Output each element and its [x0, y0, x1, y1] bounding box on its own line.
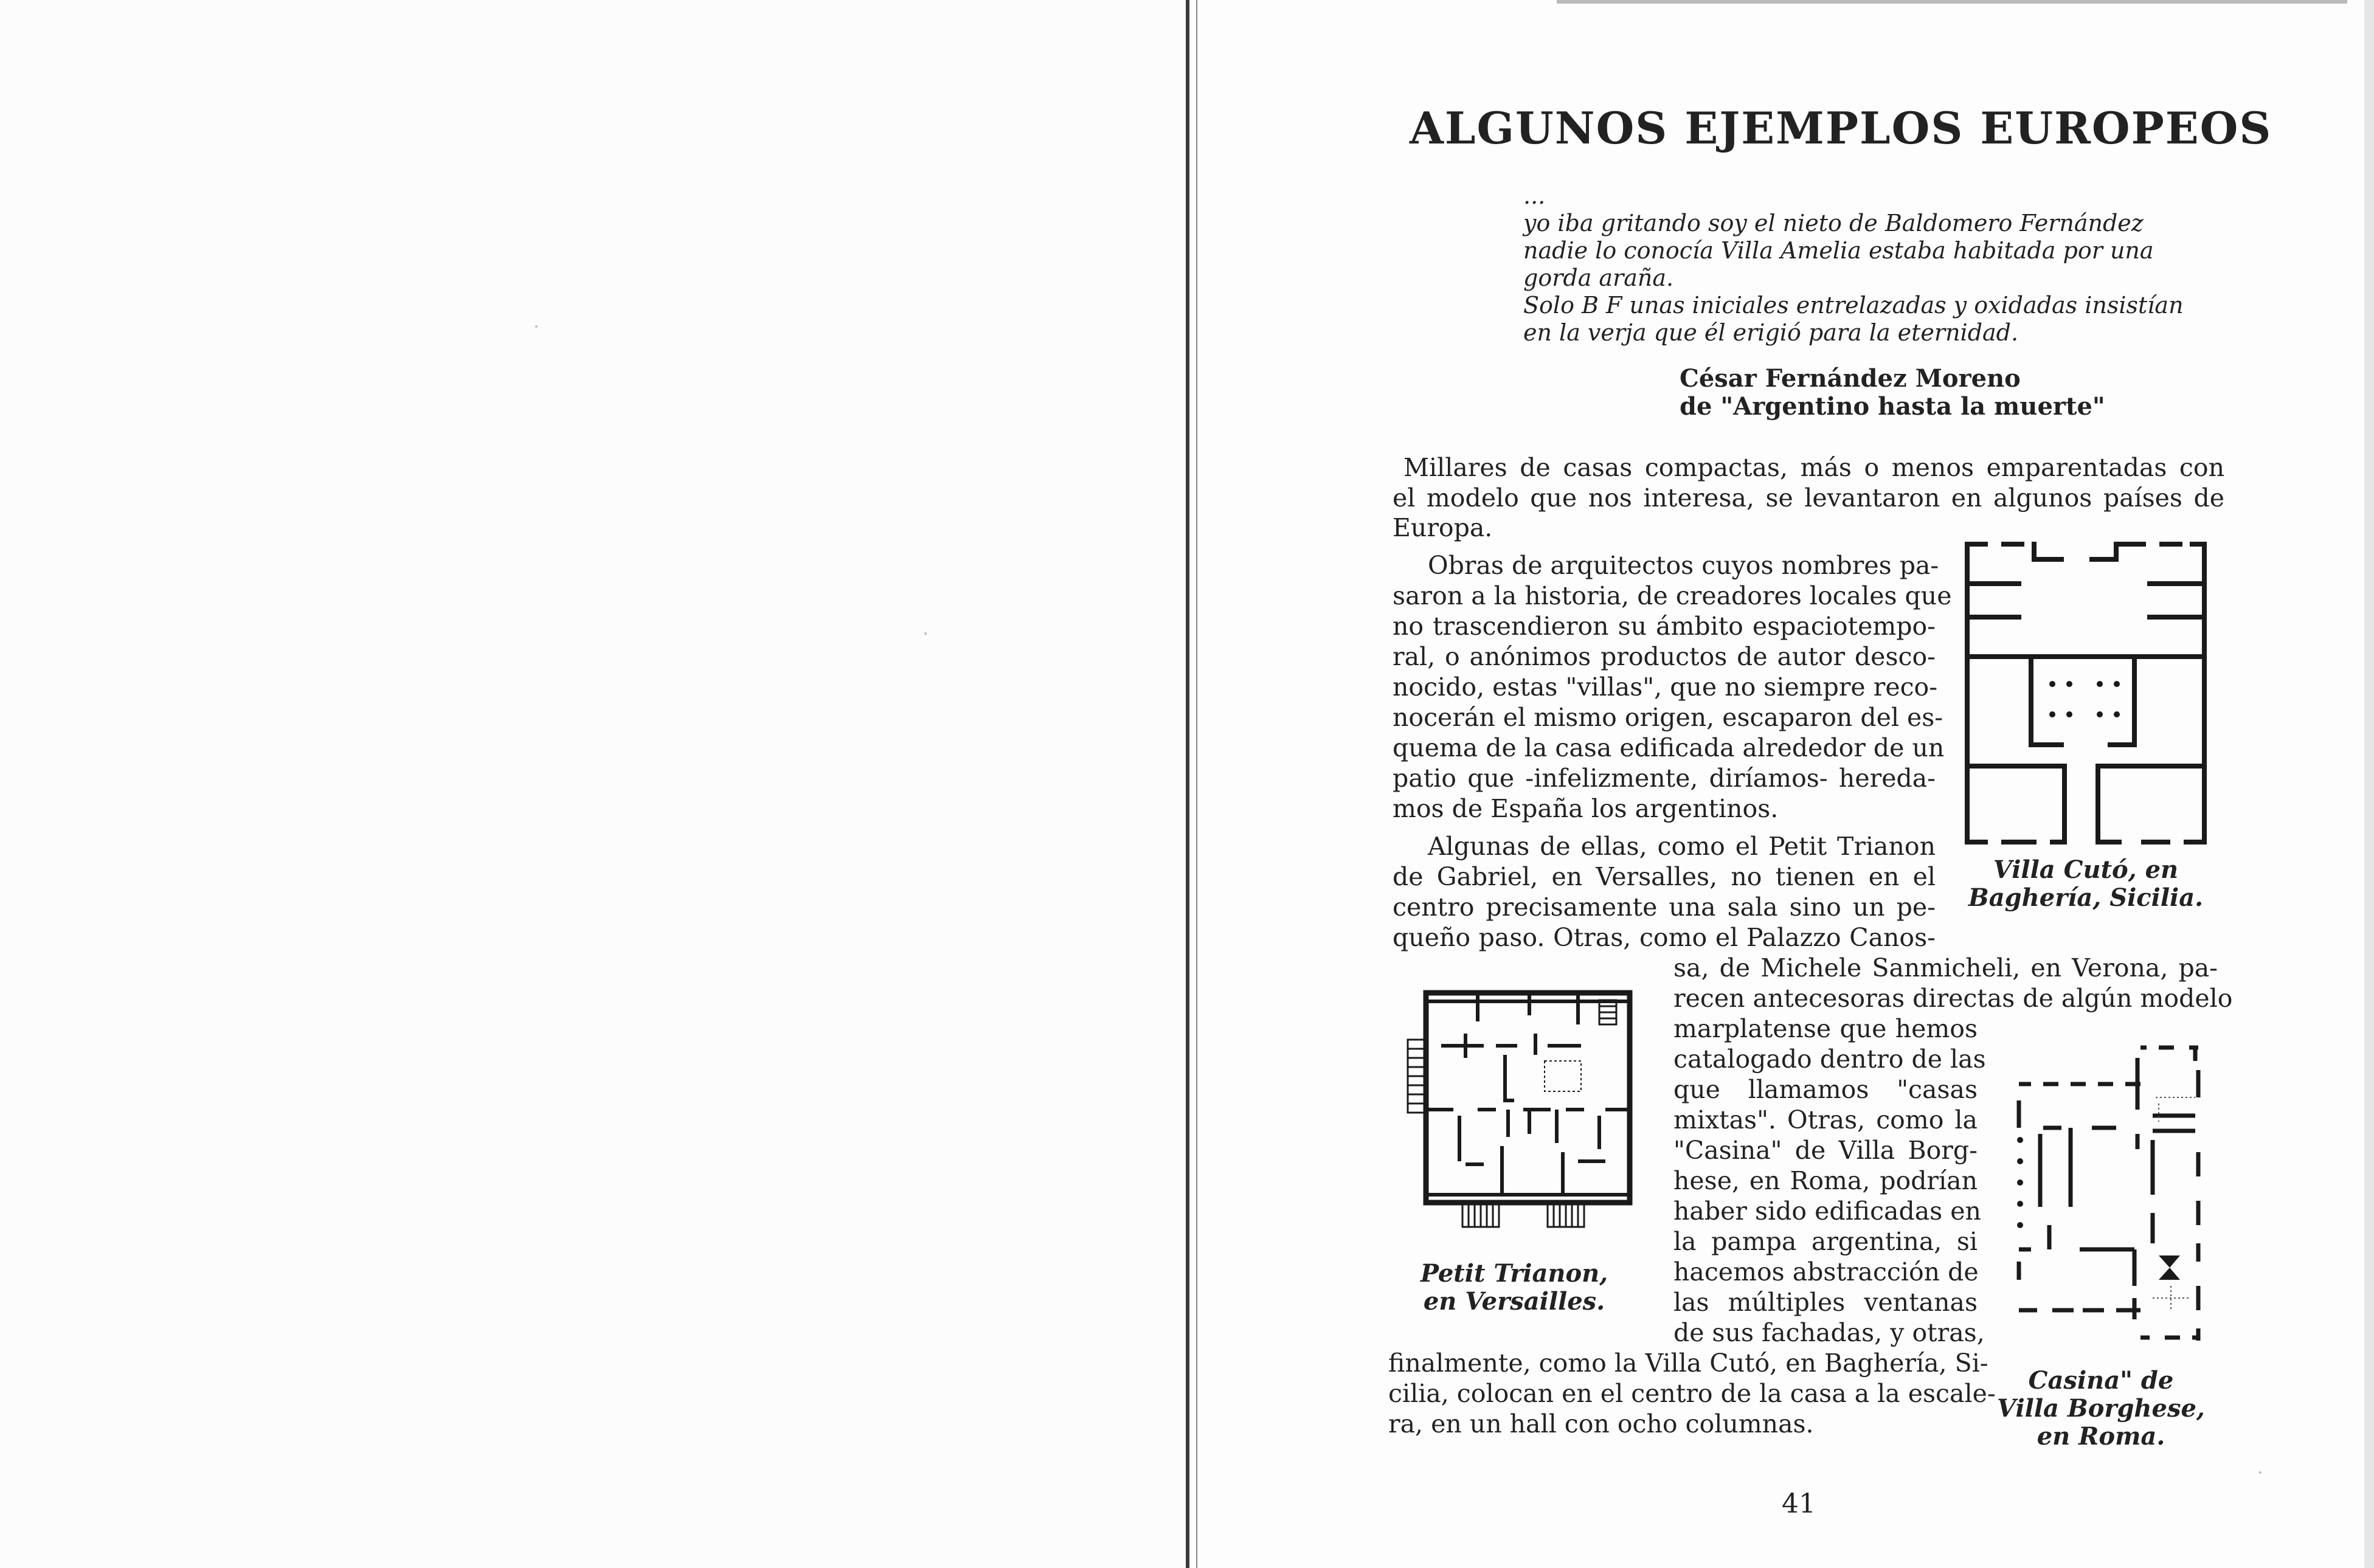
floor-plan-villa-cuto: [1961, 538, 2210, 845]
body-line: cilia, colocan en el centro de la casa a la escale-: [1388, 1379, 1996, 1408]
body-line: las múltiples ventanas: [1673, 1288, 1978, 1317]
paper-speck: [2259, 1471, 2262, 1474]
body-line: queño paso. Otras, como el Palazzo Canos-: [1393, 923, 1936, 952]
figure-caption-petit-trianon: [1393, 1260, 1636, 1316]
body-line: nocido, estas "villas", que no siempre reco-: [1393, 672, 1938, 702]
body-line: mixtas". Otras, como la: [1673, 1105, 1978, 1135]
body-line: quema de la casa edificada alrededor de un: [1393, 733, 1945, 762]
body-line: de Gabriel, en Versalles, no tienen en el: [1393, 862, 1936, 891]
body-line: ral, o anónimos productos de autor desco-: [1393, 642, 1936, 671]
floor-plan-petit-trianon: [1405, 988, 1636, 1231]
body-line: haber sido edificadas en: [1673, 1197, 1981, 1226]
page-top-edge: [1557, 0, 2347, 4]
paper-speck: [924, 632, 927, 635]
body-line: que llamamos "casas: [1673, 1075, 1978, 1104]
body-line: sa, de Michele Sanmicheli, en Verona, pa-: [1673, 953, 2218, 983]
paper-speck: [535, 325, 538, 328]
body-line: saron a la historia, de creadores locales que: [1393, 581, 1952, 610]
body-line: hacemos abstracción de: [1673, 1257, 1979, 1287]
page-number: 41: [1782, 1488, 1816, 1519]
caption-line: Baghería, Sicilia.: [1968, 883, 2204, 912]
body-line: hese, en Roma, podrían: [1673, 1166, 1978, 1195]
epigraph-line: en la verja que él erigió para la eternidad.: [1523, 319, 2019, 346]
body-line: recen antecesoras directas de algún modelo: [1673, 984, 2233, 1013]
body-line: de sus fachadas, y otras,: [1673, 1318, 1985, 1347]
body-line: Algunas de ellas, como el Petit Trianon: [1428, 832, 1936, 861]
body-line: catalogado dentro de las: [1673, 1045, 1986, 1074]
caption-line: Villa Cutó, en: [1993, 855, 2179, 884]
body-line: Obras de arquitectos cuyos nombres pa-: [1428, 551, 1939, 580]
epigraph-source: de "Argentino hasta la muerte": [1680, 392, 2105, 421]
epigraph-line: yo iba gritando soy el nieto de Baldomero Fernández: [1523, 210, 2144, 237]
epigraph-line: ...: [1523, 182, 1546, 209]
epigraph: [1523, 182, 2241, 347]
body-line: mos de España los argentinos.: [1393, 794, 1779, 823]
book-gutter: [1186, 0, 1189, 1568]
body-line: marplatense que hemos: [1673, 1014, 1978, 1043]
body-line: el modelo que nos interesa, se levantaron en algunos países de: [1393, 483, 2224, 513]
body-line: finalmente, como la Villa Cutó, en Baghería, Si-: [1388, 1349, 1988, 1378]
body-line: ra, en un hall con ocho columnas.: [1388, 1409, 1814, 1438]
epigraph-line: nadie lo conocía Villa Amelia estaba habitada por una: [1523, 237, 2154, 264]
body-line: patio que -infelizmente, diríamos- hereda-: [1393, 764, 1936, 793]
body-line: nocerán el mismo origen, escaparon del es-: [1393, 703, 1943, 732]
body-line: centro precisamente una sala sino un pe-: [1393, 893, 1936, 922]
body-line: Millares de casas compactas, más o menos emparentadas con: [1403, 453, 2224, 482]
page-right-edge: [2364, 0, 2374, 1568]
figure-caption-villa-cuto: [1958, 856, 2213, 912]
epigraph-line: Solo B F unas iniciales entrelazadas y oxidadas insistían: [1523, 292, 2184, 319]
epigraph-line: gorda araña.: [1523, 264, 1674, 291]
page-title: ALGUNOS EJEMPLOS EUROPEOS: [1410, 102, 2272, 154]
body-line: no trascendieron su ámbito espaciotempo-: [1393, 612, 1936, 641]
book-gutter-edge: [1196, 0, 1197, 1568]
floor-plan-casina-villa-borghese: [2013, 1043, 2207, 1353]
epigraph-attribution: [1680, 365, 2105, 421]
caption-line: Villa Borghese,: [1997, 1394, 2205, 1423]
body-line: Europa.: [1393, 513, 1493, 542]
body-line: la pampa argentina, si: [1673, 1227, 1978, 1256]
caption-line: en Versailles.: [1423, 1287, 1605, 1316]
caption-line: Casina" de: [2028, 1366, 2174, 1395]
epigraph-author: César Fernández Moreno: [1680, 364, 2021, 393]
body-line: "Casina" de Villa Borg-: [1673, 1136, 1978, 1165]
caption-line: Petit Trianon,: [1420, 1259, 1608, 1288]
caption-line: en Roma.: [2037, 1422, 2165, 1451]
figure-caption-casina: [1985, 1367, 2217, 1451]
